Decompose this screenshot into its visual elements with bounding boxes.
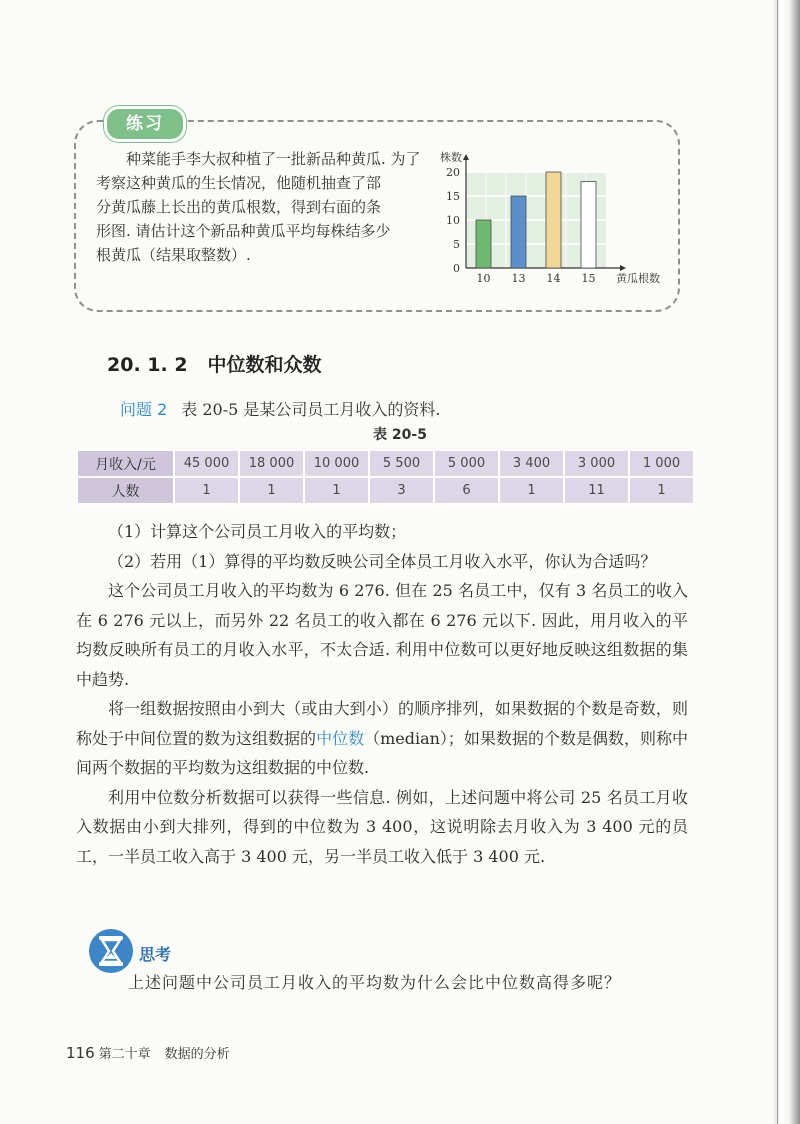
problem-label: 问题 2 [120,400,168,419]
chart-x-tick-label: 13 [511,272,526,285]
table-header-cell: 人数 [77,477,174,504]
chart-bar [546,172,561,268]
table-cell: 3 000 [564,450,629,477]
exercise-line: 形图. 请估计这个新品种黄瓜平均每株结多少 [96,222,391,240]
chart-x-tick-label: 14 [546,272,561,285]
table-cell: 1 [304,477,369,504]
income-table [76,449,695,505]
table-row [77,450,694,477]
cucumber-bar-chart [436,148,672,292]
chart-y-tick-label: 0 [453,262,460,275]
question-1: （1）计算这个公司员工月收入的平均数； [108,522,407,541]
table-cell: 1 [174,477,239,504]
chapter-title: 数据的分析 [164,1047,230,1062]
table-cell: 6 [434,477,499,504]
problem-statement [120,397,441,420]
exercise-line: 种菜能手李大叔种植了一批新品种黄瓜. 为了 [126,150,421,168]
table-cell: 1 [499,477,564,504]
chart-bar [581,182,596,268]
page-number: 116 [66,1044,95,1062]
table-cell: 45 000 [174,450,239,477]
table-cell: 1 [239,477,304,504]
table-cell: 5 500 [369,450,434,477]
hourglass-icon [88,928,134,974]
chart-y-axis-label: 株数 [440,151,462,164]
table-cell: 10 000 [304,450,369,477]
page-edge-line [777,0,778,1124]
chart-x-axis-label: 黄瓜根数 [616,272,660,285]
think-label: 思考 [139,945,172,964]
page-footer [66,1043,230,1062]
body-text [76,517,688,871]
paragraph-median-definition [76,694,688,783]
definition-text: 将一组数据按照由小到大（或由大到小）的顺序排列，如果数据的个数是奇数，则称处于中间位置的数为这组数据的 [76,699,688,748]
table-caption: 表 20-5 [373,427,427,443]
paragraph-mean: 这个公司员工月收入的平均数为 6 276. 但在 25 名员工中，仅有 3 名员工的收入在 6 276 元以上，而另外 22 名员工的收入都在 6 276 元以下. 因此，用月收入的平均数反映所有员工的月收入水平，不太合适. 利用中位数可以更好地反映这组数据的集中趋势. [76,581,688,689]
exercise-line: 根黄瓜（结果取整数）. [96,246,251,264]
chart-y-tick-label: 5 [453,238,460,251]
chart-x-arrow [620,265,626,271]
median-term: 中位数 [316,728,365,748]
table-cell: 1 000 [629,450,694,477]
table-cell: 5 000 [434,450,499,477]
table-row [77,477,694,504]
chart-bar [476,220,491,268]
problem-text: 表 20-5 是某公司员工月收入的资料. [181,400,441,419]
chart-bar [511,196,526,268]
exercise-tag: 练习 [104,106,186,142]
chart-y-arrow [463,154,469,160]
table-header-cell: 月收入/元 [77,450,174,477]
chapter-number: 第二十章 [98,1047,151,1062]
chart-y-tick-label: 15 [446,190,460,203]
table-cell: 3 400 [499,450,564,477]
table-cell: 1 [629,477,694,504]
exercise-line: 分黄瓜藤上长出的黄瓜根数，得到右面的条 [96,198,382,216]
think-question: 上述问题中公司员工月收入的平均数为什么会比中位数高得多呢？ [128,973,622,992]
chart-y-tick-label: 10 [446,214,460,227]
section-name: 中位数和众数 [207,354,322,376]
table-cell: 18 000 [239,450,304,477]
chart-x-tick-label: 15 [581,272,596,285]
exercise-line: 考察这种黄瓜的生长情况，他随机抽查了部 [96,174,382,192]
chart-y-tick-label: 20 [446,166,460,179]
chart-x-tick-label: 10 [476,272,491,285]
table-cell: 3 [369,477,434,504]
section-title [107,350,322,377]
paragraph-median-example: 利用中位数分析数据可以获得一些信息. 例如，上述问题中将公司 25 名员工月收入数据由小到大排列，得到的中位数为 3 400，这说明除去月收入为 3 400 元的员工，一半员工收入高于 3 400 元，另一半员工收入低于 3 400 元. [76,787,688,866]
table-cell: 11 [564,477,629,504]
exercise-text [96,147,444,267]
definition-text: （median）；如果数据的个数是偶数，则称中间两个数据的平均数为这组数据的中位数. [76,728,688,777]
section-number: 20. 1. 2 [107,354,188,376]
question-2: （2）若用（1）算得的平均数反映公司全体员工月收入水平，你认为合适吗？ [108,551,657,571]
